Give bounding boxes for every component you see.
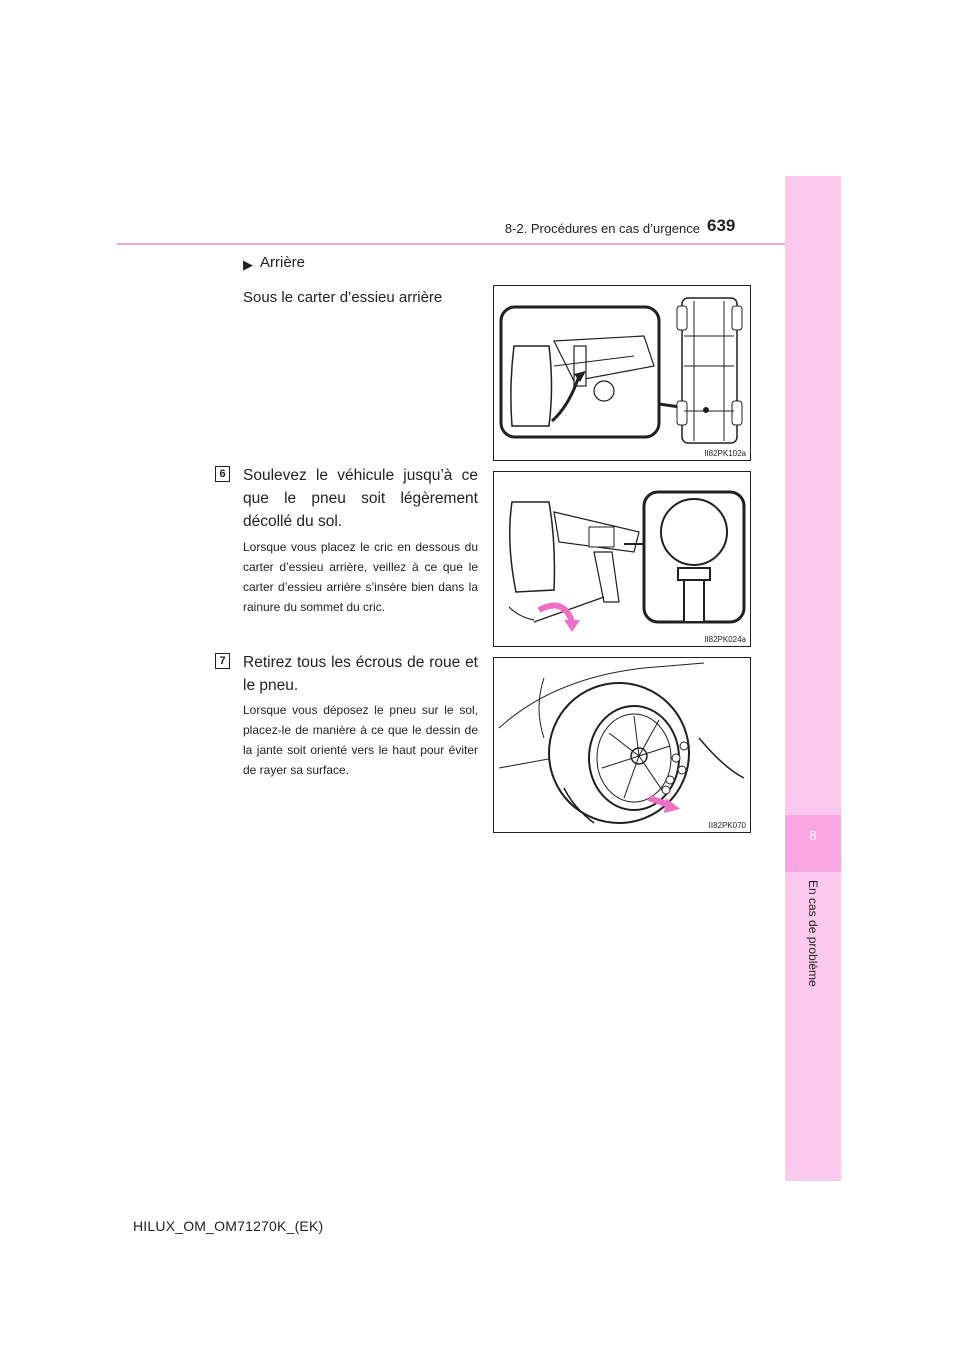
figure-jack-placement <box>493 471 751 647</box>
step-number: 6 <box>215 466 230 482</box>
rear-label: Arrière <box>260 254 306 271</box>
header-divider <box>117 243 841 245</box>
rear-text: Sous le carter d’essieu arrière <box>243 289 443 306</box>
document-id: HILUX_OM_OM71270K_(EK) <box>133 1218 324 1234</box>
chapter-title: En cas de problème <box>806 880 820 987</box>
step6-title: Soulevez le véhicule jusqu’à ce que le pneu soit légèrement décollé du sol. <box>243 467 478 530</box>
chapter-number: 8 <box>809 828 817 843</box>
figure-code: II82PK024a <box>704 635 746 644</box>
section-title: 8-2. Procédures en cas d’urgence <box>504 221 700 236</box>
step-number: 7 <box>215 653 230 669</box>
bullet-triangle-icon: ▶ <box>243 257 253 272</box>
tire-illustration <box>494 658 750 832</box>
figure-rear-axle <box>493 285 751 461</box>
step6-note: Lorsque vous placez le cric en dessous du carter d’essieu arrière, veillez à ce que le carter d’essieu arrière s’insère bien dans la rainure du sommet du cric. <box>243 540 478 614</box>
chapter-number-block <box>785 815 841 872</box>
step7-title: Retirez tous les écrous de roue et le pneu. <box>243 654 478 694</box>
jack-illustration <box>494 472 750 646</box>
step7-note: Lorsque vous déposez le pneu sur le sol, placez-le de manière à ce que le dessin de la jante soit orienté vers le haut pour éviter de rayer sa surface. <box>243 703 478 777</box>
rear-axle-illustration <box>494 286 750 460</box>
figure-code: II82PK102a <box>704 449 746 458</box>
chapter-tab <box>785 176 841 1181</box>
page-number: 639 <box>707 216 736 235</box>
figure-tire-removal <box>493 657 751 833</box>
figure-code: II82PK070 <box>708 821 746 830</box>
